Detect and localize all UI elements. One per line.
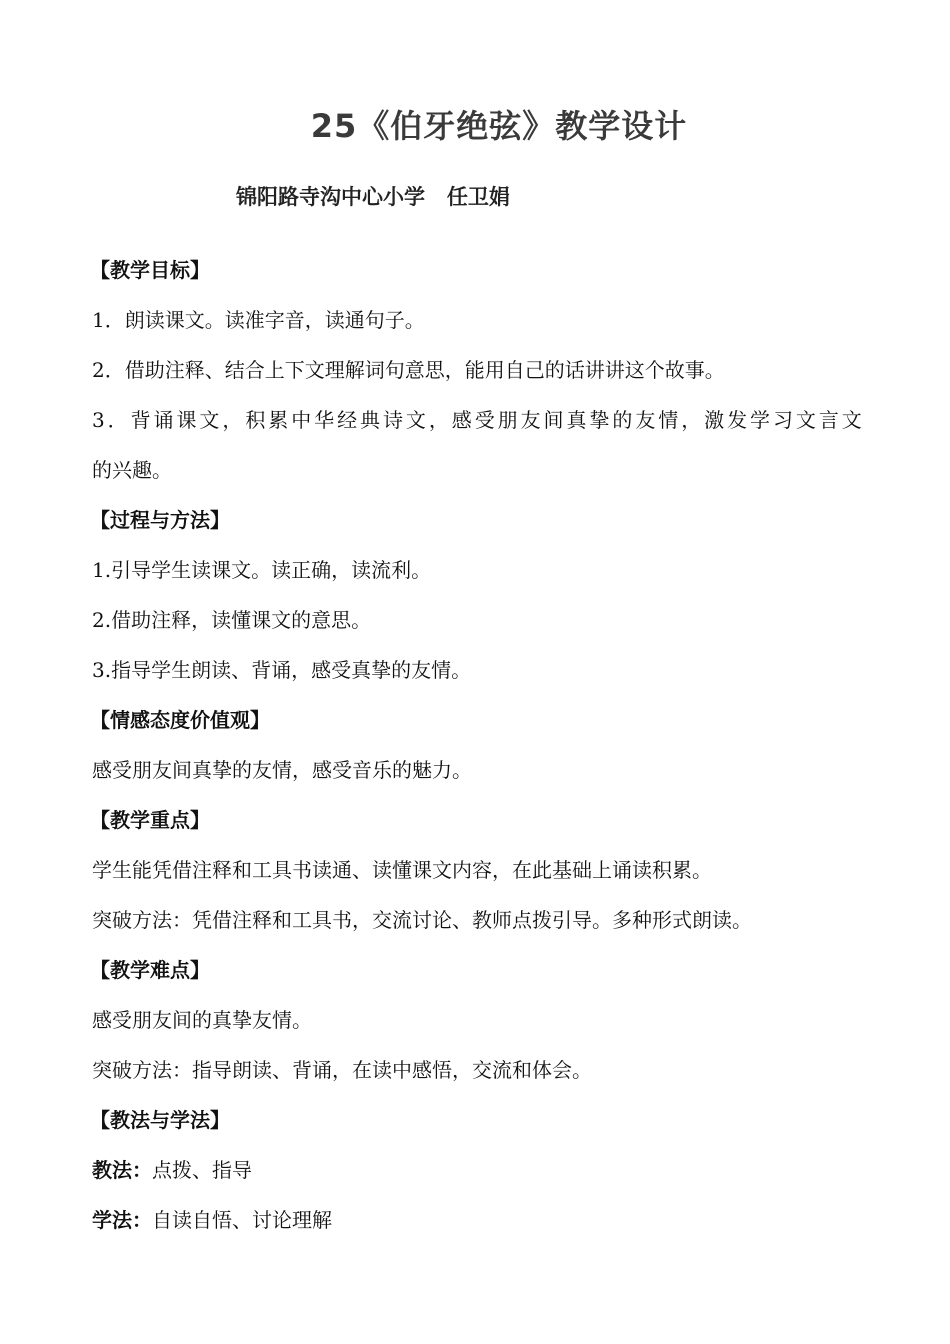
section-heading-process: 【过程与方法】 (90, 508, 230, 532)
section-heading-key-points: 【教学重点】 (90, 808, 210, 832)
teaching-method-label: 教法： (92, 1158, 152, 1182)
document-title: 25《伯牙绝弦》教学设计 (310, 107, 688, 145)
process-item-3: 3.指导学生朗读、背诵，感受真挚的友情。 (92, 658, 472, 682)
learning-method-value: 自读自悟、讨论理解 (152, 1208, 332, 1232)
objective-item-1: 1．朗读课文。读准字音，读通句子。 (92, 308, 425, 332)
section-heading-difficulties: 【教学难点】 (90, 958, 210, 982)
values-item-1: 感受朋友间真挚的友情，感受音乐的魅力。 (92, 758, 472, 782)
section-heading-objectives: 【教学目标】 (90, 258, 210, 282)
learning-method-line (92, 1202, 862, 1252)
process-item-1: 1.引导学生读课文。读正确，读流利。 (92, 558, 432, 582)
key-point-item-1: 学生能凭借注释和工具书读通、读懂课文内容，在此基础上诵读积累。 (92, 858, 712, 882)
teaching-method-line (92, 1152, 862, 1202)
document-body (92, 252, 862, 1252)
learning-method-label: 学法： (92, 1208, 152, 1232)
difficulty-item-1: 感受朋友间的真挚友情。 (92, 1008, 312, 1032)
difficulty-item-2: 突破方法：指导朗读、背诵，在读中感悟，交流和体会。 (92, 1058, 592, 1082)
objective-item-3-continued: 的兴趣。 (92, 458, 172, 482)
section-heading-methods: 【教法与学法】 (90, 1108, 230, 1132)
document-author: 锦阳路寺沟中心小学 任卫娟 (236, 185, 510, 209)
section-heading-values: 【情感态度价值观】 (90, 708, 270, 732)
objective-item-3: 3．背诵课文，积累中华经典诗文，感受朋友间真挚的友情，激发学习文言文 (92, 408, 862, 432)
process-item-2: 2.借助注释，读懂课文的意思。 (92, 608, 372, 632)
key-point-item-2: 突破方法：凭借注释和工具书，交流讨论、教师点拨引导。多种形式朗读。 (92, 908, 752, 932)
teaching-method-value: 点拨、指导 (152, 1158, 252, 1182)
objective-item-2: 2．借助注释、结合上下文理解词句意思，能用自己的话讲讲这个故事。 (92, 358, 725, 382)
